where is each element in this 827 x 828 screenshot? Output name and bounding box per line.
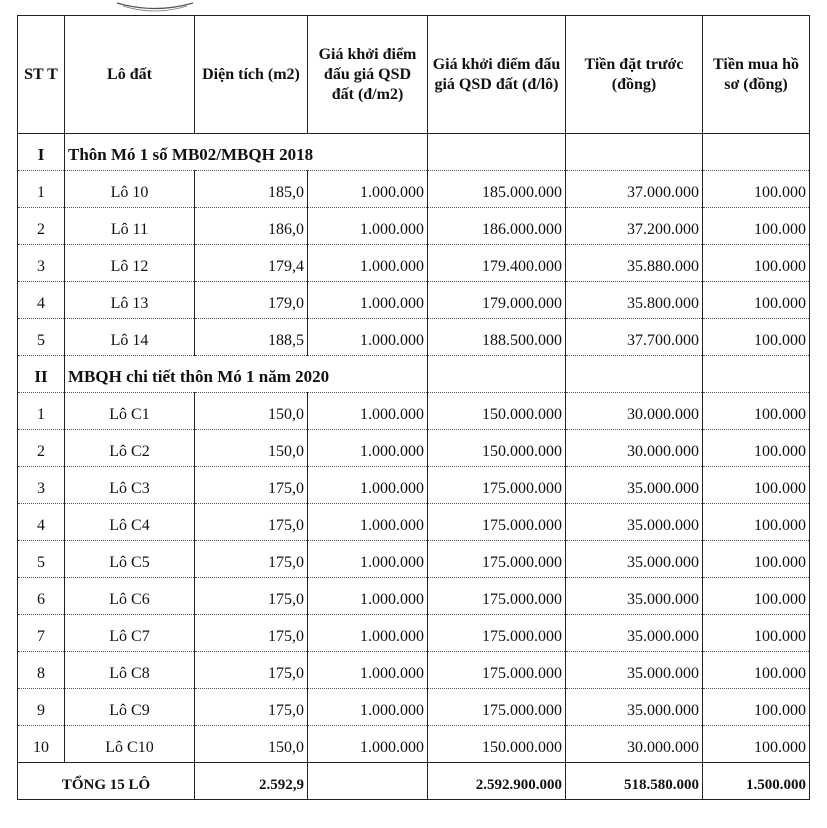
row-dossier-fee: 100.000: [703, 689, 810, 726]
row-price-per-m2: 1.000.000: [308, 726, 428, 763]
row-lot: Lô C3: [65, 467, 195, 504]
row-price-per-m2: 1.000.000: [308, 467, 428, 504]
row-price-per-lot: 179.000.000: [428, 282, 566, 319]
table-row: [18, 282, 810, 319]
row-dossier-fee: 100.000: [703, 319, 810, 356]
row-dossier-fee: 100.000: [703, 393, 810, 430]
section-title: MBQH chi tiết thôn Mó 1 năm 2020: [65, 356, 428, 393]
row-lot: Lô 12: [65, 245, 195, 282]
table-row: [18, 615, 810, 652]
row-price-per-m2: 1.000.000: [308, 282, 428, 319]
row-price-per-m2: 1.000.000: [308, 430, 428, 467]
row-area: 175,0: [195, 504, 308, 541]
section-empty-cell: [566, 134, 703, 171]
row-stt: 10: [18, 726, 65, 763]
row-stt: 1: [18, 171, 65, 208]
table-row: [18, 689, 810, 726]
row-price-per-m2: 1.000.000: [308, 615, 428, 652]
total-price-per-lot: 2.592.900.000: [428, 763, 566, 800]
row-dossier-fee: 100.000: [703, 578, 810, 615]
row-deposit: 35.800.000: [566, 282, 703, 319]
section-empty-cell: [703, 356, 810, 393]
row-dossier-fee: 100.000: [703, 726, 810, 763]
row-area: 175,0: [195, 467, 308, 504]
table-row: [18, 393, 810, 430]
row-area: 175,0: [195, 615, 308, 652]
row-price-per-lot: 150.000.000: [428, 430, 566, 467]
page-top-arc-decoration: [113, 0, 197, 14]
row-price-per-lot: 175.000.000: [428, 652, 566, 689]
row-price-per-lot: 175.000.000: [428, 578, 566, 615]
header-price-per-m2: Giá khởi điểm đấu giá QSD đất (đ/m2): [308, 16, 428, 134]
row-area: 175,0: [195, 689, 308, 726]
row-price-per-lot: 175.000.000: [428, 467, 566, 504]
table-row: [18, 208, 810, 245]
row-stt: 5: [18, 541, 65, 578]
row-price-per-m2: 1.000.000: [308, 541, 428, 578]
row-deposit: 30.000.000: [566, 430, 703, 467]
row-dossier-fee: 100.000: [703, 652, 810, 689]
row-lot: Lô C4: [65, 504, 195, 541]
row-dossier-fee: 100.000: [703, 430, 810, 467]
header-lot: Lô đất: [65, 16, 195, 134]
land-auction-table: [17, 15, 810, 800]
row-price-per-m2: 1.000.000: [308, 689, 428, 726]
table-row: [18, 245, 810, 282]
row-area: 175,0: [195, 578, 308, 615]
row-lot: Lô 10: [65, 171, 195, 208]
row-dossier-fee: 100.000: [703, 282, 810, 319]
total-row: [18, 763, 810, 800]
row-price-per-m2: 1.000.000: [308, 578, 428, 615]
section-empty-cell: [428, 134, 566, 171]
row-dossier-fee: 100.000: [703, 208, 810, 245]
row-dossier-fee: 100.000: [703, 504, 810, 541]
section-roman: I: [18, 134, 65, 171]
row-stt: 4: [18, 282, 65, 319]
header-stt: ST T: [18, 16, 65, 134]
table-row: [18, 726, 810, 763]
row-deposit: 30.000.000: [566, 726, 703, 763]
row-stt: 4: [18, 504, 65, 541]
row-price-per-lot: 175.000.000: [428, 689, 566, 726]
row-stt: 6: [18, 578, 65, 615]
row-area: 179,0: [195, 282, 308, 319]
row-lot: Lô C8: [65, 652, 195, 689]
row-area: 150,0: [195, 430, 308, 467]
section-row: [18, 134, 810, 171]
header-price-per-lot: Giá khởi điểm đấu giá QSD đất (đ/lô): [428, 16, 566, 134]
row-lot: Lô C2: [65, 430, 195, 467]
section-empty-cell: [566, 356, 703, 393]
row-lot: Lô 11: [65, 208, 195, 245]
row-area: 175,0: [195, 541, 308, 578]
row-deposit: 37.000.000: [566, 171, 703, 208]
row-deposit: 37.700.000: [566, 319, 703, 356]
row-lot: Lô C1: [65, 393, 195, 430]
table-body: [18, 134, 810, 800]
section-row: [18, 356, 810, 393]
row-price-per-lot: 175.000.000: [428, 504, 566, 541]
section-roman: II: [18, 356, 65, 393]
row-stt: 7: [18, 615, 65, 652]
row-stt: 1: [18, 393, 65, 430]
row-deposit: 35.880.000: [566, 245, 703, 282]
row-stt: 3: [18, 467, 65, 504]
row-area: 150,0: [195, 726, 308, 763]
row-lot: Lô C10: [65, 726, 195, 763]
header-deposit: Tiền đặt trước (đồng): [566, 16, 703, 134]
header-area: Diện tích (m2): [195, 16, 308, 134]
row-stt: 2: [18, 430, 65, 467]
row-price-per-lot: 179.400.000: [428, 245, 566, 282]
row-deposit: 35.000.000: [566, 467, 703, 504]
row-deposit: 35.000.000: [566, 615, 703, 652]
section-title: Thôn Mó 1 số MB02/MBQH 2018: [65, 134, 428, 171]
row-price-per-m2: 1.000.000: [308, 652, 428, 689]
row-lot: Lô C6: [65, 578, 195, 615]
row-price-per-lot: 186.000.000: [428, 208, 566, 245]
table-row: [18, 319, 810, 356]
row-dossier-fee: 100.000: [703, 541, 810, 578]
table-row: [18, 171, 810, 208]
row-lot: Lô C7: [65, 615, 195, 652]
total-price-per-m2: [308, 763, 428, 800]
row-deposit: 35.000.000: [566, 541, 703, 578]
table-row: [18, 430, 810, 467]
row-lot: Lô 13: [65, 282, 195, 319]
row-dossier-fee: 100.000: [703, 467, 810, 504]
row-stt: 9: [18, 689, 65, 726]
row-deposit: 35.000.000: [566, 504, 703, 541]
row-deposit: 30.000.000: [566, 393, 703, 430]
row-deposit: 37.200.000: [566, 208, 703, 245]
row-lot: Lô C5: [65, 541, 195, 578]
row-stt: 3: [18, 245, 65, 282]
table-row: [18, 652, 810, 689]
table-row: [18, 578, 810, 615]
row-deposit: 35.000.000: [566, 689, 703, 726]
row-price-per-m2: 1.000.000: [308, 319, 428, 356]
row-stt: 2: [18, 208, 65, 245]
row-price-per-lot: 150.000.000: [428, 726, 566, 763]
row-deposit: 35.000.000: [566, 578, 703, 615]
row-price-per-m2: 1.000.000: [308, 393, 428, 430]
table-header-row: [18, 16, 810, 134]
row-price-per-m2: 1.000.000: [308, 504, 428, 541]
total-label: TỔNG 15 LÔ: [18, 763, 195, 800]
row-lot: Lô 14: [65, 319, 195, 356]
row-area: 179,4: [195, 245, 308, 282]
table-row: [18, 467, 810, 504]
table-row: [18, 504, 810, 541]
row-area: 188,5: [195, 319, 308, 356]
row-area: 185,0: [195, 171, 308, 208]
row-dossier-fee: 100.000: [703, 245, 810, 282]
row-price-per-lot: 150.000.000: [428, 393, 566, 430]
row-price-per-lot: 185.000.000: [428, 171, 566, 208]
row-lot: Lô C9: [65, 689, 195, 726]
table-row: [18, 541, 810, 578]
total-area: 2.592,9: [195, 763, 308, 800]
row-price-per-m2: 1.000.000: [308, 245, 428, 282]
row-area: 175,0: [195, 652, 308, 689]
row-price-per-m2: 1.000.000: [308, 171, 428, 208]
row-area: 186,0: [195, 208, 308, 245]
row-dossier-fee: 100.000: [703, 171, 810, 208]
row-deposit: 35.000.000: [566, 652, 703, 689]
section-empty-cell: [428, 356, 566, 393]
row-area: 150,0: [195, 393, 308, 430]
row-price-per-m2: 1.000.000: [308, 208, 428, 245]
total-deposit: 518.580.000: [566, 763, 703, 800]
total-dossier-fee: 1.500.000: [703, 763, 810, 800]
section-empty-cell: [703, 134, 810, 171]
row-dossier-fee: 100.000: [703, 615, 810, 652]
row-price-per-lot: 175.000.000: [428, 541, 566, 578]
row-stt: 8: [18, 652, 65, 689]
row-stt: 5: [18, 319, 65, 356]
row-price-per-lot: 175.000.000: [428, 615, 566, 652]
header-dossier-fee: Tiền mua hồ sơ (đồng): [703, 16, 810, 134]
row-price-per-lot: 188.500.000: [428, 319, 566, 356]
